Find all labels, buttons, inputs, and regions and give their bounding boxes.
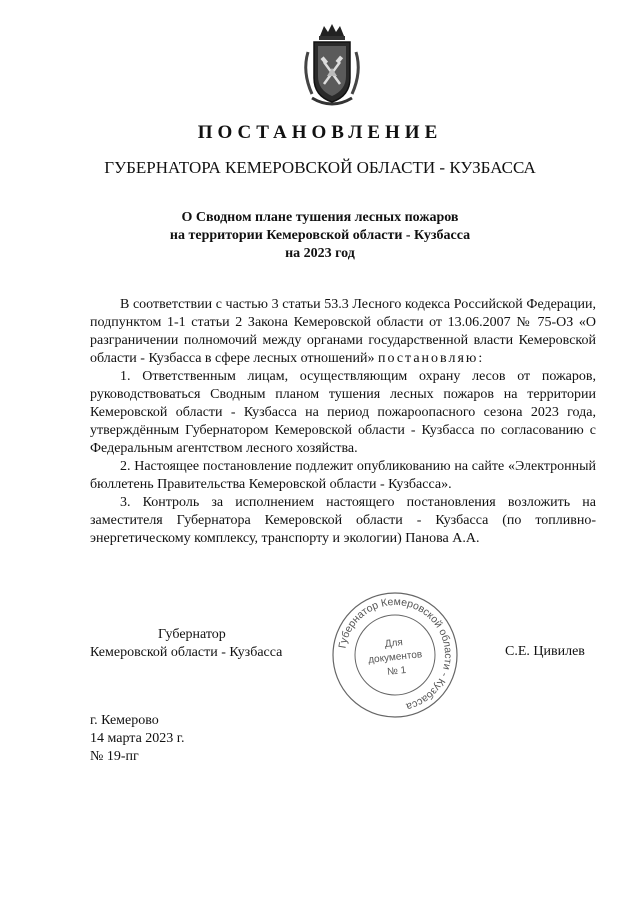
signatory-title — [90, 626, 282, 662]
place-and-date — [90, 712, 184, 766]
stamp-center-line: документов — [367, 649, 423, 666]
document-body — [90, 296, 596, 548]
preamble-paragraph — [90, 296, 596, 368]
preamble-text: В соответствии с частью 3 статьи 53.3 Лесного кодекса Российской Федерации, подпунктом 1-1 статьи 2 Закона Кемеровской области от 13.06.2007 № 75-ОЗ «О разграничении полномочий между органами государственной власти Кемеровской области - Кузбасса в сфере лесных отношений» — [90, 297, 596, 366]
signatory-title-line: Кемеровской области - Кузбасса — [90, 645, 283, 660]
clause-3: 3. Контроль за исполнением настоящего постановления возложить на заместителя Губернатора Кемеровской области - Кузбасса (по топливно-энергетическому комплексу, транспорту и экологии) Панова А.А. — [90, 495, 596, 546]
subject-line: на территории Кемеровской области - Кузбасса — [169, 228, 471, 243]
clause-2: 2. Настоящее постановление подлежит опубликованию на сайте «Электронный бюллетень Правительства Кемеровской области - Кузбасса». — [90, 459, 596, 492]
subject-line: на 2023 год — [285, 246, 355, 261]
stamp-center-line: Для — [384, 637, 404, 650]
city: г. Кемерово — [90, 713, 159, 728]
signatory-name: С.Е. Цивилев — [505, 644, 585, 659]
document-subject — [0, 209, 640, 263]
issue-date: 14 марта 2023 г. — [90, 731, 185, 746]
signatory-title-line: Губернатор — [158, 627, 226, 642]
clause-1: 1. Ответственным лицам, осуществляющим охрану лесов от пожаров, руководствоваться Сводным планом тушения лесных пожаров на территории Кемеровской области - Кузбасса на период пожароопасного сезона 2023 года, утверждённым Губернатором Кемеровской области - Кузбасса по согласованию с Федеральным агентством лесного хозяйства. — [90, 369, 596, 456]
decree-word: постановляю: — [377, 351, 485, 366]
document-type-heading: ПОСТАНОВЛЕНИЕ — [197, 122, 443, 143]
official-stamp — [330, 590, 460, 720]
stamp-ring-text: Губернатор Кемеровской области - Кузбасса — [336, 595, 455, 713]
stamp-center-line: № 1 — [386, 664, 407, 678]
subject-line: О Сводном плане тушения лесных пожаров — [181, 210, 459, 225]
issuer-heading: ГУБЕРНАТОРА КЕМЕРОВСКОЙ ОБЛАСТИ - КУЗБАССА — [104, 158, 536, 177]
kemerovo-coat-of-arms-icon — [298, 22, 366, 108]
document-number: № 19-пг — [90, 749, 139, 764]
